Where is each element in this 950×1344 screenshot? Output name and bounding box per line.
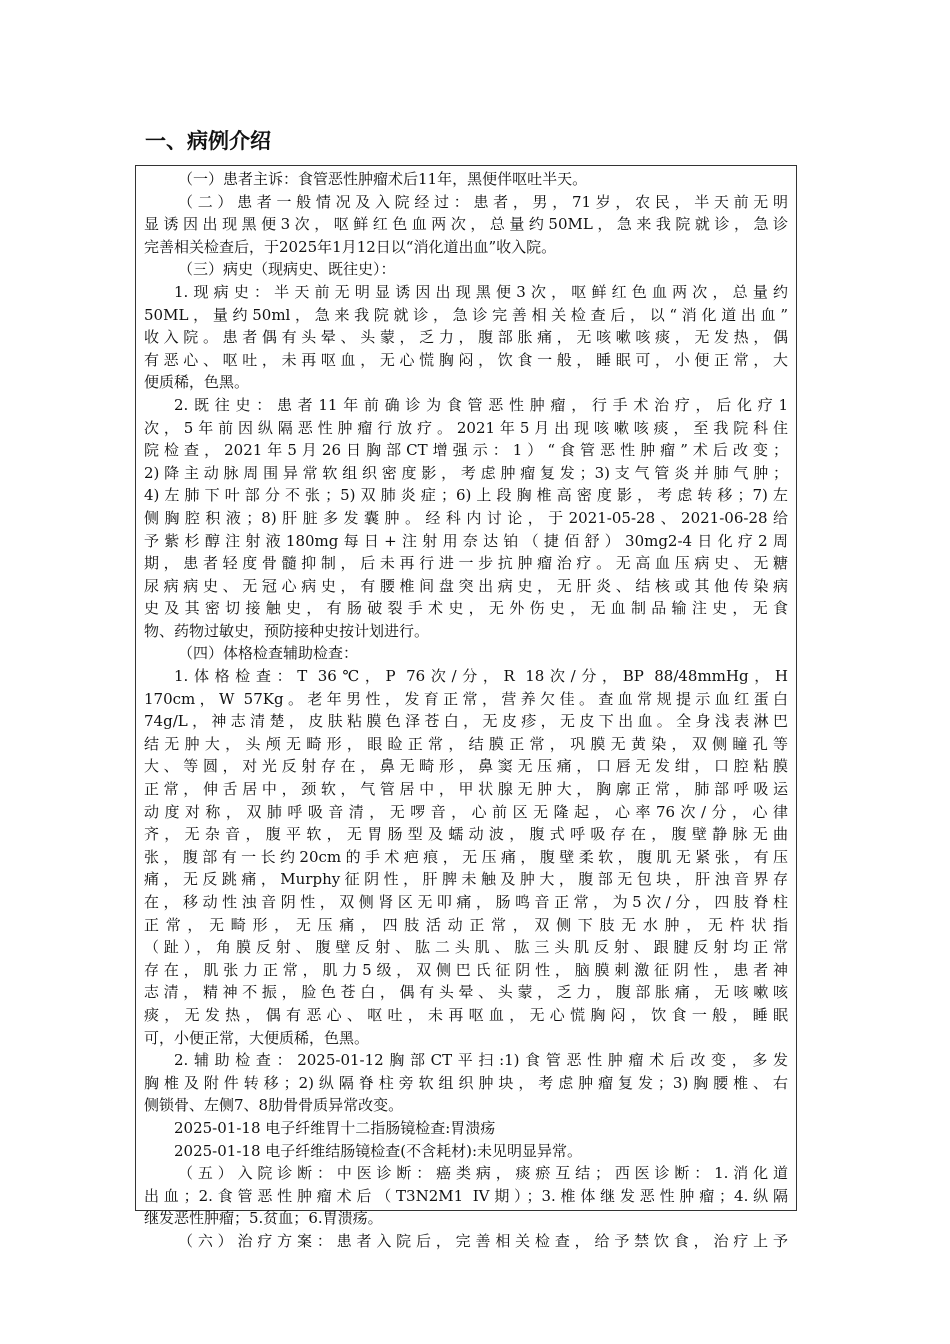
text-line: （四）体格检查辅助检查：: [178, 644, 359, 663]
text-line: 张，腹部有一长约20cm的手术疤痕，无压痛，腹壁柔软，腹肌无紧张，有压: [144, 847, 788, 866]
text-line: 74g/L，神志清楚，皮肤粘膜色泽苍白，无皮疹，无皮下出血。全身浅表淋巴: [144, 712, 788, 731]
text-line: 侧胸腔积液；8)肝脏多发囊肿。经科内讨论，于2021-05-28、2021-06-28给: [144, 508, 788, 527]
text-line: （二）患者一般情况及入院经过：患者，男，71岁，农民，半天前无明: [178, 192, 788, 211]
text-line: 显诱因出现黑便3次，呕鲜红色血两次，总量约50ML，急来我院就诊，急诊: [144, 215, 788, 234]
text-line: 2)降主动脉周围异常软组织密度影，考虑肿瘤复发；3)支气管炎并肺气肿；: [144, 463, 788, 482]
text-line: 痛，无反跳痛，Murphy征阴性，肝脾未触及肿大，腹部无包块，肝浊音界存: [144, 870, 788, 889]
text-line: 170cm，W 57Kg。老年男性，发育正常，营养欠佳。查血常规提示血红蛋白: [144, 689, 788, 708]
text-line: 4)左肺下叶部分不张；5)双肺炎症；6)上段胸椎高密度影，考虑转移；7)左: [144, 486, 788, 505]
case-content-box: [135, 165, 797, 1250]
text-line: 期，患者轻度骨髓抑制，后未再行进一步抗肿瘤治疗。无高血压病史、无糖: [144, 554, 788, 573]
text-line: 2025-01-18 电子纤维结肠镜检查(不含耗材):未见明显异常。: [174, 1141, 583, 1160]
text-line: 正常，伸舌居中，颈软，气管居中，甲状腺无肿大，胸廓正常，肺部呼吸运: [144, 780, 788, 799]
text-line: 痰，无发热，偶有恶心、呕吐，未再呕血，无心慌胸闷，饮食一般，睡眠: [144, 1005, 788, 1024]
text-line: 侧锁骨、左侧7、8肋骨骨质异常改变。: [144, 1096, 404, 1115]
text-line: （六）治疗方案：患者入院后，完善相关检查，给予禁饮食，治疗上予: [178, 1231, 788, 1250]
text-line: 2.既往史：患者11年前确诊为食管恶性肿瘤，行手术治疗，后化疗1: [174, 395, 788, 414]
text-line: 存在，肌张力正常，肌力5级，双侧巴氏征阴性，脑膜刺激征阴性，患者神: [144, 960, 788, 979]
text-line: 予紫杉醇注射液180mg每日+注射用奈达铂（捷佰舒）30mg2-4日化疗2周: [144, 531, 788, 550]
text-line: （趾），角膜反射、腹壁反射、肱二头肌、肱三头肌反射、跟腱反射均正常: [144, 938, 788, 957]
text-line: 有恶心、呕吐，未再呕血，无心慌胸闷，饮食一般，睡眠可，小便正常，大: [144, 350, 788, 369]
text-line: 齐，无杂音，腹平软，无胃肠型及蠕动波，腹式呼吸存在，腹壁静脉无曲: [144, 825, 788, 844]
text-line: 1.体格检查：T 36℃，P 76次/分，R 18次/分，BP 88/48mmHg，H: [174, 667, 788, 686]
text-line: 尿病病史、无冠心病史，有腰椎间盘突出病史，无肝炎、结核或其他传染病: [144, 576, 788, 595]
text-line: 完善相关检查后，于2025年1月12日以“消化道出血”收入院。: [144, 237, 557, 256]
text-line: 2.辅助检查：2025-01-12胸部CT平扫:1)食管恶性肿瘤术后改变，多发: [174, 1051, 788, 1070]
text-line: （五）入院诊断：中医诊断：癌类病，痰瘀互结；西医诊断：1.消化道: [178, 1164, 788, 1183]
text-line: 可，小便正常，大便质稀，色黑。: [144, 1028, 370, 1047]
text-line: 大、等圆，对光反射存在，鼻无畸形，鼻窦无压痛，口唇无发绀，口腔粘膜: [144, 757, 788, 776]
text-line: 动度对称，双肺呼吸音清，无啰音，心前区无隆起，心率76次/分，心律: [144, 802, 788, 821]
text-line: 2025-01-18 电子纤维胃十二指肠镜检查:胃溃疡: [174, 1118, 496, 1137]
text-line: 史及其密切接触史，有肠破裂手术史，无外伤史，无血制品输注史，无食: [144, 599, 788, 618]
text-line: 物、药物过敏史，预防接种史按计划进行。: [144, 621, 430, 640]
text-line: 出血；2.食管恶性肿瘤术后（T3N2M1 IV期）；3.椎体继发恶性肿瘤；4.纵隔: [144, 1186, 788, 1205]
text-line: 50ML，量约50ml，急来我院就诊，急诊完善相关检查后，以“消化道出血”: [144, 305, 788, 324]
text-line: 结无肿大，头颅无畸形，眼睑正常，结膜正常，巩膜无黄染，双侧瞳孔等: [144, 734, 788, 753]
text-line: 便质稀，色黑。: [144, 373, 250, 392]
text-line: 胸椎及附件转移；2)纵隔脊柱旁软组织肿块，考虑肿瘤复发；3)胸腰椎、右: [144, 1073, 788, 1092]
text-line: 志清，精神不振，脸色苍白，偶有头晕、头蒙，乏力，腹部胀痛，无咳嗽咳: [144, 983, 788, 1002]
text-line: （三）病史（现病史、既往史）：: [178, 260, 396, 279]
section-title: 一、病例介绍: [145, 129, 271, 153]
text-line: 在，移动性浊音阴性，双侧肾区无叩痛，肠鸣音正常，为5次/分，四肢脊柱: [144, 893, 788, 911]
text-line: 收入院。患者偶有头晕、头蒙，乏力，腹部胀痛，无咳嗽咳痰，无发热，偶: [144, 328, 788, 347]
text-line: 院检查，2021年5月26日胸部CT增强示：1）“食管恶性肿瘤”术后改变；: [144, 441, 788, 460]
text-line: 次，5年前因纵隔恶性肿瘤行放疗。2021年5月出现咳嗽咳痰，至我院科住: [144, 418, 788, 437]
text-line: （一）患者主诉：食管恶性肿瘤术后11年，黑便伴呕吐半天。: [178, 170, 588, 188]
text-line: 正常，无畸形，无压痛，四肢活动正常，双侧下肢无水肿，无杵状指: [144, 915, 788, 934]
text-line: 1.现病史：半天前无明显诱因出现黑便3次，呕鲜红色血两次，总量约: [174, 282, 788, 301]
text-line: 继发恶性肿瘤；5.贫血；6.胃溃疡。: [144, 1209, 383, 1228]
